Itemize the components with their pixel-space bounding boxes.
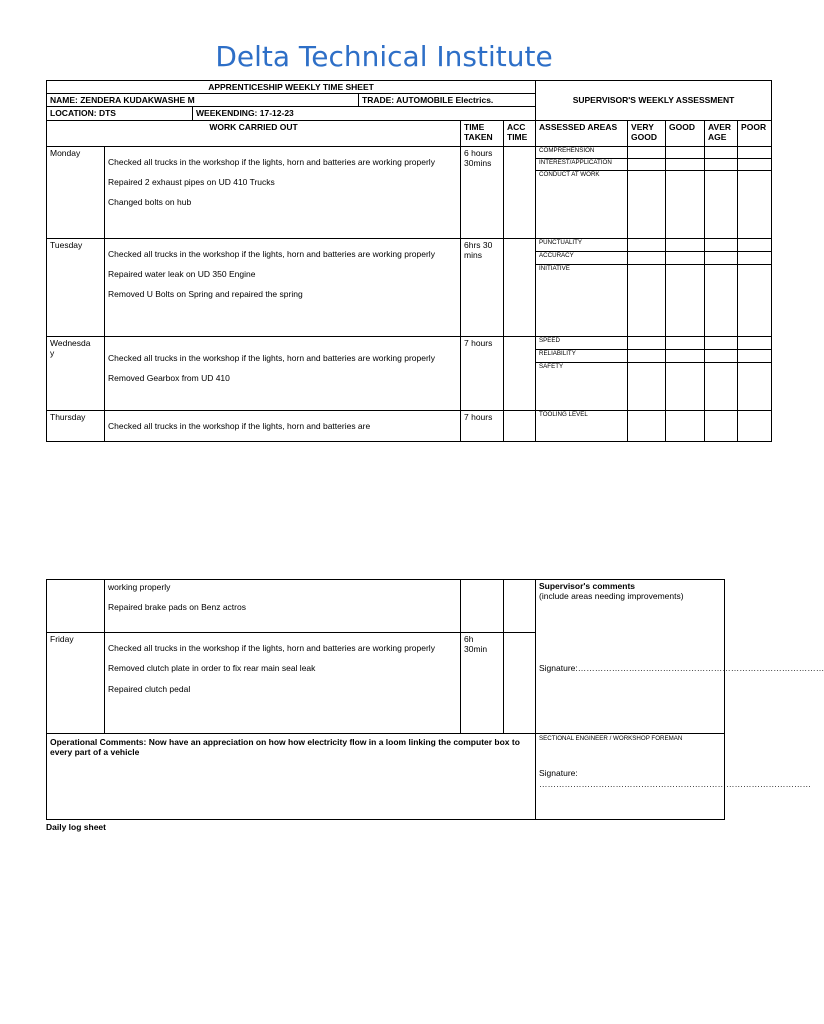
area-speed: SPEED: [536, 336, 628, 349]
supervisor-signature: Signature:……………………………………………………………………………: [539, 663, 824, 674]
work-wednesday: Checked all trucks in the workshop if the lights, horn and batteries are working properly Removed Gearbox from UD 410: [105, 336, 461, 410]
work-friday: Checked all trucks in the workshop if the lights, horn and batteries are working properly Removed clutch plate in order to fix rear main seal leak Repaired clutch pedal: [105, 633, 461, 734]
good-header: GOOD: [666, 120, 705, 146]
area-reliability: RELIABILITY: [536, 349, 628, 362]
trainee-name: NAME: ZENDERA KUDAKWASHE M: [47, 94, 359, 107]
supervisor-assessment-header: SUPERVISOR'S WEEKLY ASSESSMENT: [536, 81, 772, 121]
day-thursday: Thursday: [47, 410, 105, 441]
area-tooling-level: TOOLING LEVEL: [536, 410, 628, 441]
work-tuesday: Checked all trucks in the workshop if the lights, horn and batteries are working properly Repaired water leak on UD 350 Engine Removed U Bolts on Spring and repaired the spring: [105, 238, 461, 336]
day-tuesday: Tuesday: [47, 238, 105, 336]
time-thursday-cont: [461, 580, 504, 633]
time-tuesday: 6hrs 30 mins: [461, 238, 504, 336]
time-wednesday: 7 hours: [461, 336, 504, 410]
area-interest: INTEREST/APPLICATION: [536, 158, 628, 170]
area-comprehension: COMPREHENSION: [536, 146, 628, 158]
area-conduct: CONDUCT AT WORK: [536, 170, 628, 238]
timesheet-table-bottom: [46, 579, 824, 820]
sectional-engineer-block: [536, 734, 811, 820]
assessed-areas-header: ASSESSED AREAS: [536, 120, 628, 146]
daily-log-caption: Daily log sheet: [46, 822, 106, 832]
day-monday: Monday: [47, 146, 105, 238]
acc-friday: [504, 633, 536, 734]
location: LOCATION: DTS: [47, 107, 193, 120]
area-initiative: INITIATIVE: [536, 264, 628, 336]
acc-time-header: ACC TIME: [504, 120, 536, 146]
time-taken-header: TIME TAKEN: [461, 120, 504, 146]
sectional-engineer-label: SECTIONAL ENGINEER / WORKSHOP FOREMAN: [539, 735, 683, 742]
time-thursday: 7 hours: [461, 410, 504, 441]
acc-tuesday: [504, 238, 536, 336]
work-thursday-part1: Checked all trucks in the workshop if the lights, horn and batteries are: [105, 410, 461, 441]
area-safety: SAFETY: [536, 362, 628, 410]
area-punctuality: PUNCTUALITY: [536, 238, 628, 251]
day-friday: Friday: [47, 633, 105, 734]
work-thursday-part2: working properly Repaired brake pads on Benz actros: [105, 580, 461, 633]
operational-comments: Operational Comments: Now have an appreciation on how how electricity flow in a loom linking the computer box to every part of a vehicle: [47, 734, 536, 820]
trade: TRADE: AUTOMOBILE Electrics.: [359, 94, 536, 107]
poor-header: POOR: [738, 120, 772, 146]
foreman-signature-label: Signature:: [539, 768, 578, 779]
average-header: AVER AGE: [705, 120, 738, 146]
acc-wednesday: [504, 336, 536, 410]
weekending: WEEKENDING: 17-12-23: [193, 107, 536, 120]
work-carried-out-header: WORK CARRIED OUT: [47, 120, 461, 146]
very-good-header: VERY GOOD: [628, 120, 666, 146]
work-monday: Checked all trucks in the workshop if the lights, horn and batteries are working properly Repaired 2 exhaust pipes on UD 410 Trucks Changed bolts on hub: [105, 146, 461, 238]
area-accuracy: ACCURACY: [536, 251, 628, 264]
foreman-signature-line: ……………………………………………………………………………………: [539, 778, 811, 789]
acc-thursday-cont: [504, 580, 536, 633]
day-wednesday: Wednesda y: [47, 336, 105, 410]
supervisor-comments: Supervisor's comments (include areas needing improvements) Signature:……………………………………………………………………………: [536, 580, 725, 734]
day-thursday-cont: [47, 580, 105, 633]
timesheet-table-top: [46, 80, 772, 442]
time-friday: 6h 30min: [461, 633, 504, 734]
acc-thursday: [504, 410, 536, 441]
page-title: Delta Technical Institute: [215, 40, 553, 73]
acc-monday: [504, 146, 536, 238]
sheet-title: APPRENTICESHIP WEEKLY TIME SHEET: [47, 81, 536, 94]
time-monday: 6 hours 30mins: [461, 146, 504, 238]
